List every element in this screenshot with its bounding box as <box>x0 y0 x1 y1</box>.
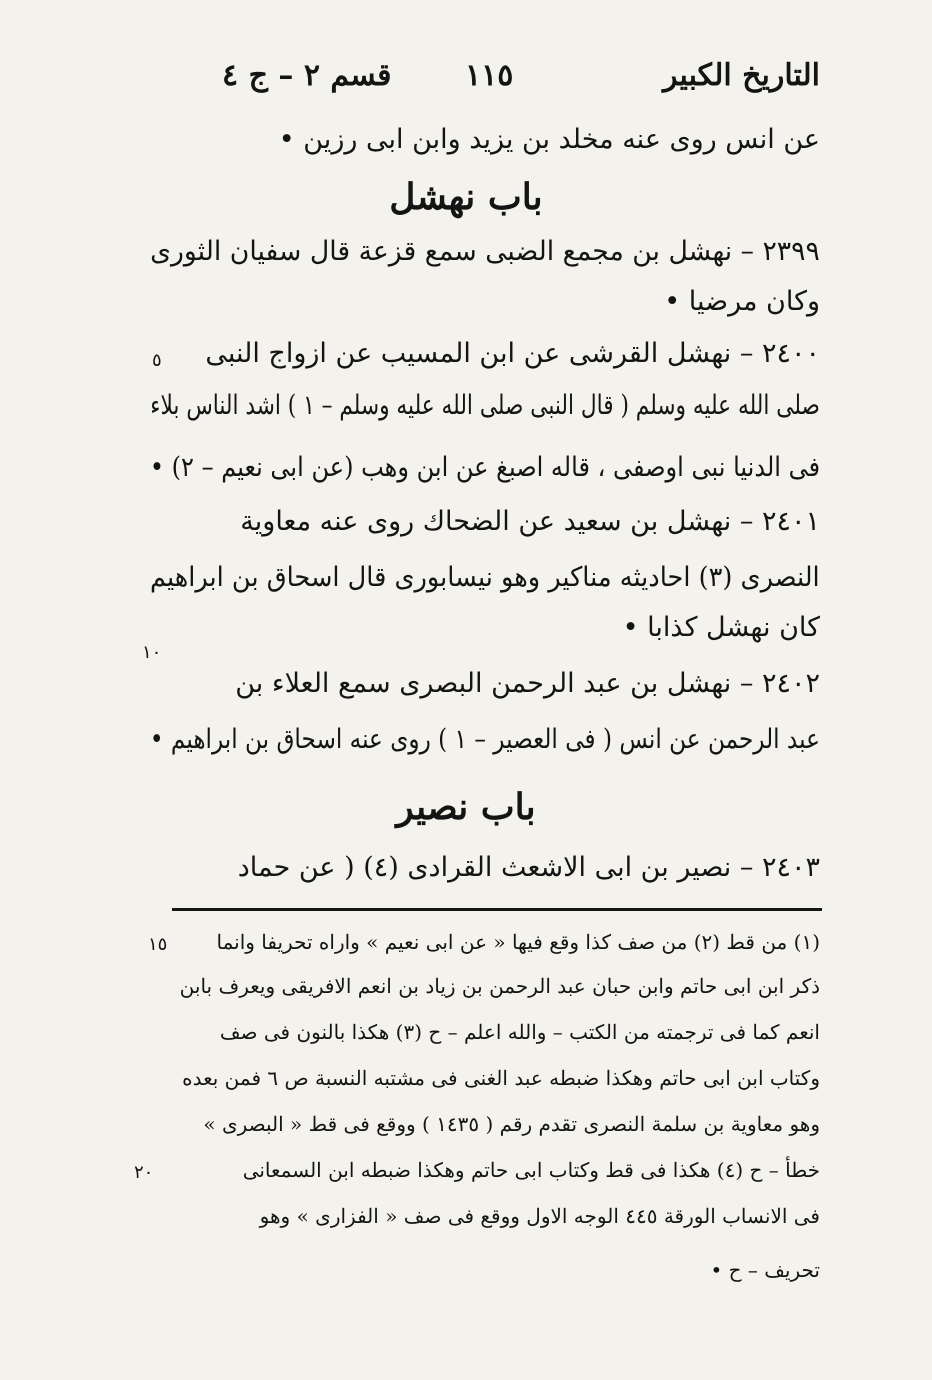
margin-line-number: ٥ <box>152 350 162 371</box>
footnote-line-1: (١) من قط (٢) من صف كذا وقع فيها « عن ابى نعيم » واراه تحريفا وانما <box>216 930 820 954</box>
footnote-line-3: انعم كما فى ترجمته من الكتب – والله اعلم – ح (٣) هكذا بالنون فى صف <box>219 1020 820 1044</box>
footnote-line-4: وكتاب ابن ابى حاتم وهكذا ضبطه عبد الغنى فى مشتبه النسبة ص ٦ فمن بعده <box>182 1066 820 1090</box>
footnote-line-6: خطأ – ح (٤) هكذا فى قط وكتاب ابى حاتم وهكذا ضبطه ابن السمعانى <box>242 1158 820 1182</box>
entry-2402-line-1: ٢٤٠٢ – نهشل بن عبد الرحمن البصرى سمع العلاء بن <box>235 668 820 699</box>
entry-2401-line-3: كان نهشل كذابا • <box>622 612 820 643</box>
footnote-line-7: فى الانساب الورقة ٤٤٥ الوجه الاول ووقع فى صف « الفزارى » وهو <box>259 1204 820 1228</box>
entry-2400-line-3: فى الدنيا نبى اوصفى ، قاله اصبغ عن ابن وهب (عن ابى نعيم – ٢) • <box>149 452 821 483</box>
footnote-line-2: ذكر ابن ابى حاتم وابن حبان عبد الرحمن بن زياد بن انعم الافريقى ويعرف بابن <box>179 974 820 998</box>
entry-2402-line-2: عبد الرحمن عن انس ( فى العصير – ١ ) روى عنه اسحاق بن ابراهيم • <box>149 724 820 755</box>
intro-line: عن انس روى عنه مخلد بن يزيد وابن ابى رزين • <box>278 124 820 155</box>
footnote-line-8: تحريف – ح • <box>710 1258 820 1282</box>
entry-2400-line-1: ٢٤٠٠ – نهشل القرشى عن ابن المسيب عن ازواج النبى <box>205 338 820 369</box>
entry-2401-line-2: النصرى (٣) احاديثه مناكير وهو نيسابورى قال اسحاق بن ابراهيم <box>150 562 820 593</box>
entry-2399-line-1: ٢٣٩٩ – نهشل بن مجمع الضبى سمع قزعة قال سفيان الثورى <box>150 236 820 267</box>
margin-line-number: ١٠ <box>142 642 162 663</box>
entry-2400-line-2: صلى الله عليه وسلم ( قال النبى صلى الله عليه وسلم – ١ ) اشد الناس بلاء <box>150 390 820 421</box>
volume-label: قسم ٢ – ج ٤ <box>222 58 392 93</box>
entry-2401-line-1: ٢٤٠١ – نهشل بن سعيد عن الضحاك روى عنه معاوية <box>240 506 820 537</box>
margin-line-number: ٢٠ <box>134 1162 154 1183</box>
entry-2403-line-1: ٢٤٠٣ – نصير بن ابى الاشعث القرادى (٤) ( عن حماد <box>237 852 820 883</box>
footnote-line-5: وهو معاوية بن سلمة النصرى تقدم رقم ( ١٤٣٥ ) ووقع فى قط « البصرى » <box>203 1112 820 1136</box>
footnote-separator <box>172 908 822 911</box>
page-number: ١١٥ <box>465 58 514 93</box>
book-title: التاريخ الكبير <box>662 58 820 93</box>
section-heading-nusayr: باب نصير <box>396 786 536 828</box>
margin-line-number: ١٥ <box>148 934 168 955</box>
entry-2399-line-2: وكان مرضيا • <box>664 286 820 317</box>
section-heading-nahshal: باب نهشل <box>389 176 543 218</box>
